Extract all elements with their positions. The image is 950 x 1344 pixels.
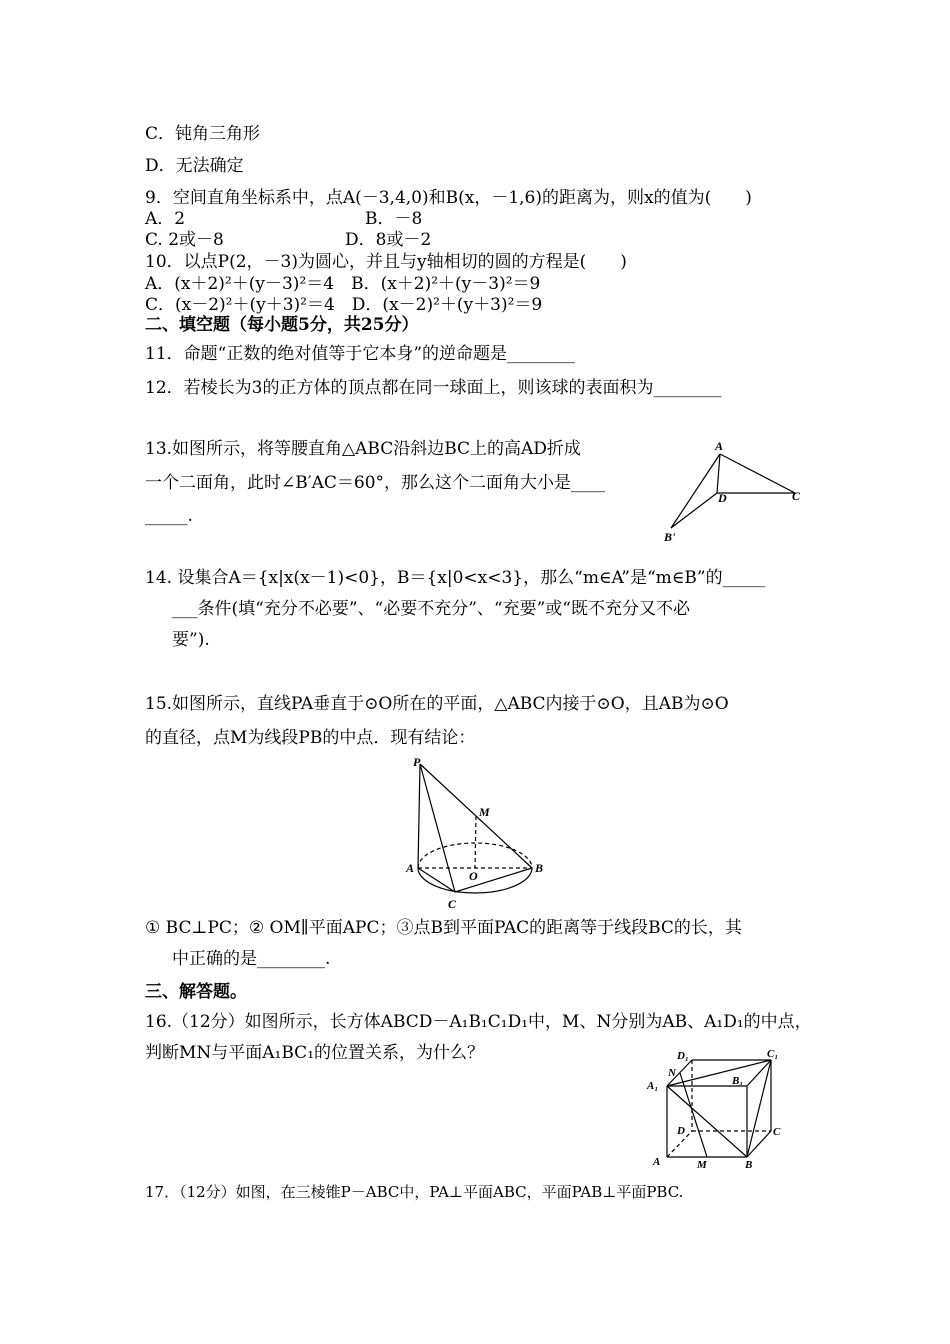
fig16-label-b1: B₁ — [732, 1075, 744, 1087]
fig15-label-m: M — [479, 805, 490, 819]
option-d-uncertain: D．无法确定 — [145, 156, 244, 176]
question-15-line3: ① BC⊥PC；② OM∥平面APC；③点B到平面PAC的距离等于线段BC的长，其 — [145, 918, 742, 938]
fig15-label-b: B — [535, 861, 544, 875]
q9-option-d: D．8或－2 — [345, 230, 432, 250]
fig13-label-d: D — [718, 491, 727, 505]
question-17: 17．（12分）如图，在三棱锥P－ABC中，PA⊥平面ABC，平面PAB⊥平面PBC. — [145, 1183, 684, 1201]
question-14-line3: 要”). — [172, 630, 210, 650]
figure-15-cone-circle — [400, 752, 560, 912]
q10-options-ab: A．(x＋2)²＋(y－3)²＝4 B．(x＋2)²＋(y－3)²＝9 — [145, 274, 541, 294]
question-11: 11．命题“正数的绝对值等于它本身”的逆命题是________ — [145, 344, 576, 364]
section-2-heading: 二、填空题（每小题5分，共25分） — [145, 315, 419, 335]
fig15-label-a: A — [406, 861, 415, 875]
question-15-line4: 中正确的是________. — [172, 949, 331, 969]
fig16-label-d: D — [677, 1125, 685, 1137]
fig16-label-a1: A₁ — [647, 1080, 659, 1092]
figure-13-folded-triangle — [655, 438, 815, 548]
question-16-line2: 判断MN与平面A₁BC₁的位置关系，为什么？ — [145, 1043, 485, 1063]
fig15-label-o: O — [469, 869, 478, 883]
fig16-label-a: A — [653, 1156, 661, 1168]
fig15-label-p: P — [413, 755, 421, 769]
question-14-line1: 14. 设集合A＝{x|x(x－1)<0}，B＝{x|0<x<3}，那么“m∈A”是“m∈B”的_____ — [145, 568, 766, 588]
fig16-label-m: M — [697, 1159, 707, 1171]
question-13-line1: 13.如图所示，将等腰直角△ABC沿斜边BC上的高AD折成 — [145, 439, 581, 459]
q9-option-a: A．2 — [145, 209, 186, 229]
section-3-heading: 三、解答题。 — [145, 982, 247, 1002]
question-12: 12．若棱长为3的正方体的顶点都在同一球面上，则该球的表面积为________ — [145, 378, 722, 398]
question-13-line3: _____. — [145, 506, 193, 526]
figure-16-cuboid — [645, 1043, 795, 1173]
fig16-label-n: N — [668, 1067, 676, 1079]
question-15-line1: 15.如图所示，直线PA垂直于⊙O所在的平面，△ABC内接于⊙O，且AB为⊙O — [145, 694, 729, 714]
question-10: 10．以点P(2，－3)为圆心，并且与y轴相切的圆的方程是( ) — [145, 252, 627, 272]
question-14-line2: ___条件(填“充分不必要”、“必要不充分”、“充要”或“既不充分又不必 — [172, 599, 690, 619]
fig13-label-a: A — [715, 439, 724, 453]
question-9: 9．空间直角坐标系中，点A(－3,4,0)和B(x，－1,6)的距离为，则x的值为( ) — [145, 188, 752, 208]
fig16-label-c1: C₁ — [767, 1048, 779, 1060]
option-c-obtuse: C．钝角三角形 — [145, 124, 261, 144]
q10-options-cd: C．(x－2)²＋(y＋3)²＝4 D．(x－2)²＋(y＋3)²＝9 — [145, 295, 543, 315]
fig16-label-b: B — [745, 1159, 753, 1171]
fig13-label-c: C — [792, 489, 801, 503]
fig15-label-c: C — [448, 897, 457, 911]
q9-option-c: C. 2或－8 — [145, 230, 224, 250]
question-13-line2: 一个二面角，此时∠B′AC＝60°，那么这个二面角大小是____ — [145, 473, 606, 493]
fig13-label-b-prime: B' — [664, 530, 676, 544]
question-16-line1: 16.（12分）如图所示，长方体ABCD－A₁B₁C₁D₁中，M、N分别为AB、A₁D₁的中点， — [145, 1012, 812, 1032]
question-15-line2: 的直径，点M为线段PB的中点．现有结论： — [145, 728, 476, 748]
q9-option-b: B．－8 — [365, 209, 423, 229]
fig16-label-c: C — [773, 1126, 781, 1138]
fig16-label-d1: D₁ — [677, 1050, 689, 1062]
